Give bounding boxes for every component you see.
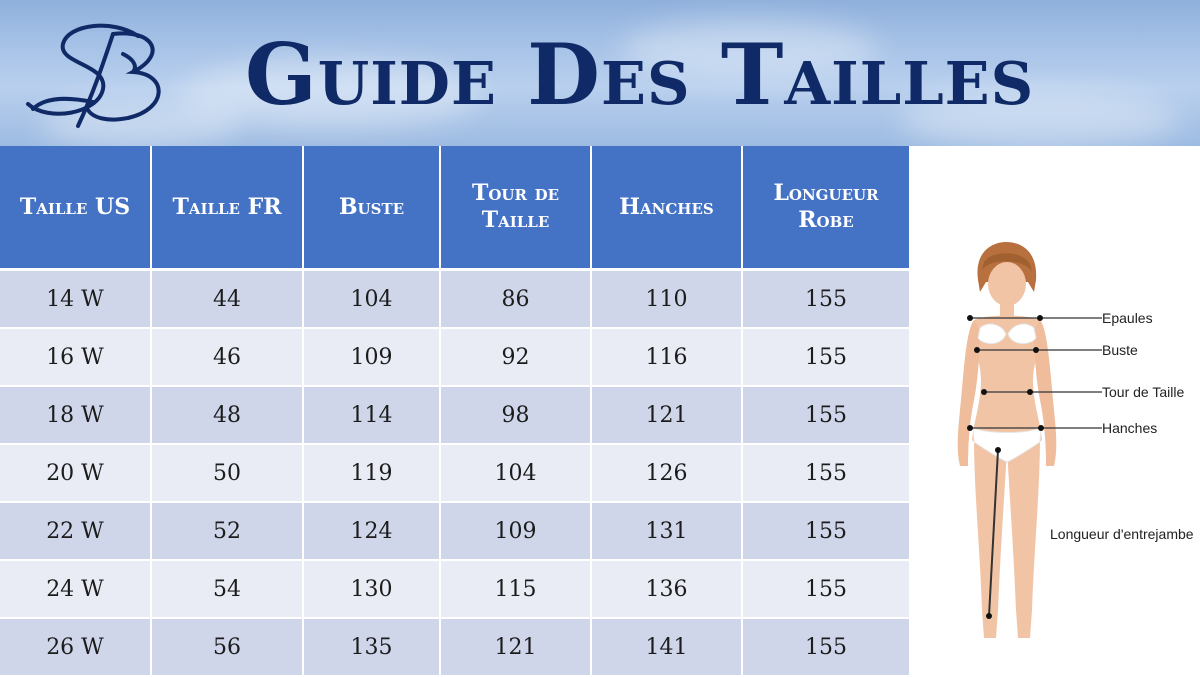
table-cell: 130: [303, 560, 440, 618]
table-cell: 18 W: [0, 386, 151, 444]
table-cell: 14 W: [0, 270, 151, 329]
table-cell: 141: [591, 618, 742, 676]
column-header: Longueur Robe: [742, 146, 910, 270]
table-cell: 155: [742, 444, 910, 502]
table-cell: 155: [742, 618, 910, 676]
table-cell: 121: [440, 618, 591, 676]
table-cell: 44: [151, 270, 303, 329]
body-silhouette: [930, 230, 1200, 650]
table-cell: 131: [591, 502, 742, 560]
table-cell: 121: [591, 386, 742, 444]
page-title: Guide Des Tailles: [245, 25, 1035, 124]
header-banner: [0, 0, 1200, 146]
label-longueur-entrejambe: Longueur d'entrejambe: [1050, 526, 1194, 542]
table-row: [0, 386, 910, 444]
svg-text:SB: SB: [18, 0, 41, 18]
table-cell: 16 W: [0, 328, 151, 386]
column-header: Taille US: [0, 146, 151, 270]
brand-logo: [18, 0, 178, 134]
table-header-row: [0, 146, 910, 270]
column-header: Tour de Taille: [440, 146, 591, 270]
table-cell: 98: [440, 386, 591, 444]
measurement-figure: [930, 230, 1200, 650]
table-cell: 110: [591, 270, 742, 329]
label-hanches: Hanches: [1102, 420, 1158, 436]
table-cell: 109: [440, 502, 591, 560]
table-cell: 135: [303, 618, 440, 676]
table-cell: 22 W: [0, 502, 151, 560]
table-cell: 46: [151, 328, 303, 386]
label-epaules: Epaules: [1102, 310, 1153, 326]
table-cell: 52: [151, 502, 303, 560]
table-cell: 126: [591, 444, 742, 502]
column-header: Hanches: [591, 146, 742, 270]
table-cell: 116: [591, 328, 742, 386]
table-cell: 136: [591, 560, 742, 618]
label-tour-de-taille: Tour de Taille: [1102, 384, 1185, 400]
table-cell: 115: [440, 560, 591, 618]
table-cell: 155: [742, 502, 910, 560]
table-cell: 20 W: [0, 444, 151, 502]
table-cell: 50: [151, 444, 303, 502]
table-cell: 114: [303, 386, 440, 444]
table-row: [0, 560, 910, 618]
label-buste: Buste: [1102, 342, 1138, 358]
table-row: [0, 618, 910, 676]
table-cell: 56: [151, 618, 303, 676]
table-cell: 155: [742, 560, 910, 618]
table-row: [0, 444, 910, 502]
table-cell: 119: [303, 444, 440, 502]
column-header: Buste: [303, 146, 440, 270]
table-cell: 109: [303, 328, 440, 386]
table-cell: 104: [440, 444, 591, 502]
table-cell: 155: [742, 270, 910, 329]
table-cell: 155: [742, 328, 910, 386]
table-cell: 24 W: [0, 560, 151, 618]
table-row: [0, 328, 910, 386]
table-cell: 92: [440, 328, 591, 386]
table-cell: 104: [303, 270, 440, 329]
table-cell: 124: [303, 502, 440, 560]
table-cell: 155: [742, 386, 910, 444]
table-cell: 86: [440, 270, 591, 329]
table-row: [0, 270, 910, 329]
table-cell: 54: [151, 560, 303, 618]
column-header: Taille FR: [151, 146, 303, 270]
size-table: [0, 146, 911, 677]
table-cell: 26 W: [0, 618, 151, 676]
table-row: [0, 502, 910, 560]
table-cell: 48: [151, 386, 303, 444]
